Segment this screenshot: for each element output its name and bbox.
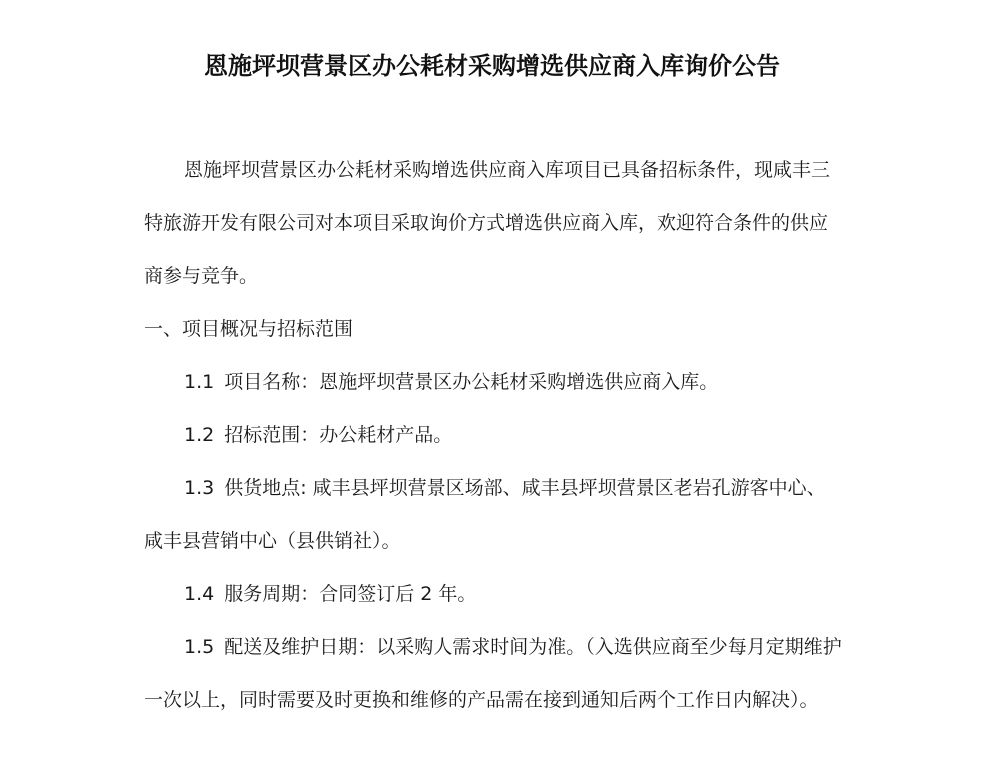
item-1-5 <box>144 621 844 727</box>
item-number: 1.2 <box>184 424 215 446</box>
document-body <box>144 144 844 727</box>
item-text: 供货地点: 咸丰县坪坝营景区场部、咸丰县坪坝营景区老岩孔游客中心、咸丰县营销中心（县供销社）。 <box>144 477 826 552</box>
item-text: 项目名称：恩施坪坝营景区办公耗材采购增选供应商入库。 <box>224 371 719 393</box>
intro-paragraph: 恩施坪坝营景区办公耗材采购增选供应商入库项目已具备招标条件，现咸丰三特旅游开发有限公司对本项目采取询价方式增选供应商入库，欢迎符合条件的供应商参与竞争。 <box>144 159 831 287</box>
item-number: 1.5 <box>184 636 215 658</box>
item-number: 1.1 <box>184 371 215 393</box>
item-1-1 <box>144 356 844 409</box>
item-1-4 <box>144 568 844 621</box>
item-number: 1.3 <box>184 477 215 499</box>
item-1-2 <box>144 409 844 462</box>
item-1-3 <box>144 462 844 568</box>
document-title: 恩施坪坝营景区办公耗材采购增选供应商入库询价公告 <box>204 52 780 80</box>
item-number: 1.4 <box>184 583 215 605</box>
section-heading: 一、项目概况与招标范围 <box>144 318 354 340</box>
item-text: 服务周期：合同签订后 2 年。 <box>224 583 477 605</box>
item-text: 配送及维护日期：以采购人需求时间为准。（入选供应商至少每月定期维护一次以上，同时需要及时更换和维修的产品需在接到通知后两个工作日内解决）。 <box>144 636 842 711</box>
item-text: 招标范围：办公耗材产品。 <box>224 424 453 446</box>
